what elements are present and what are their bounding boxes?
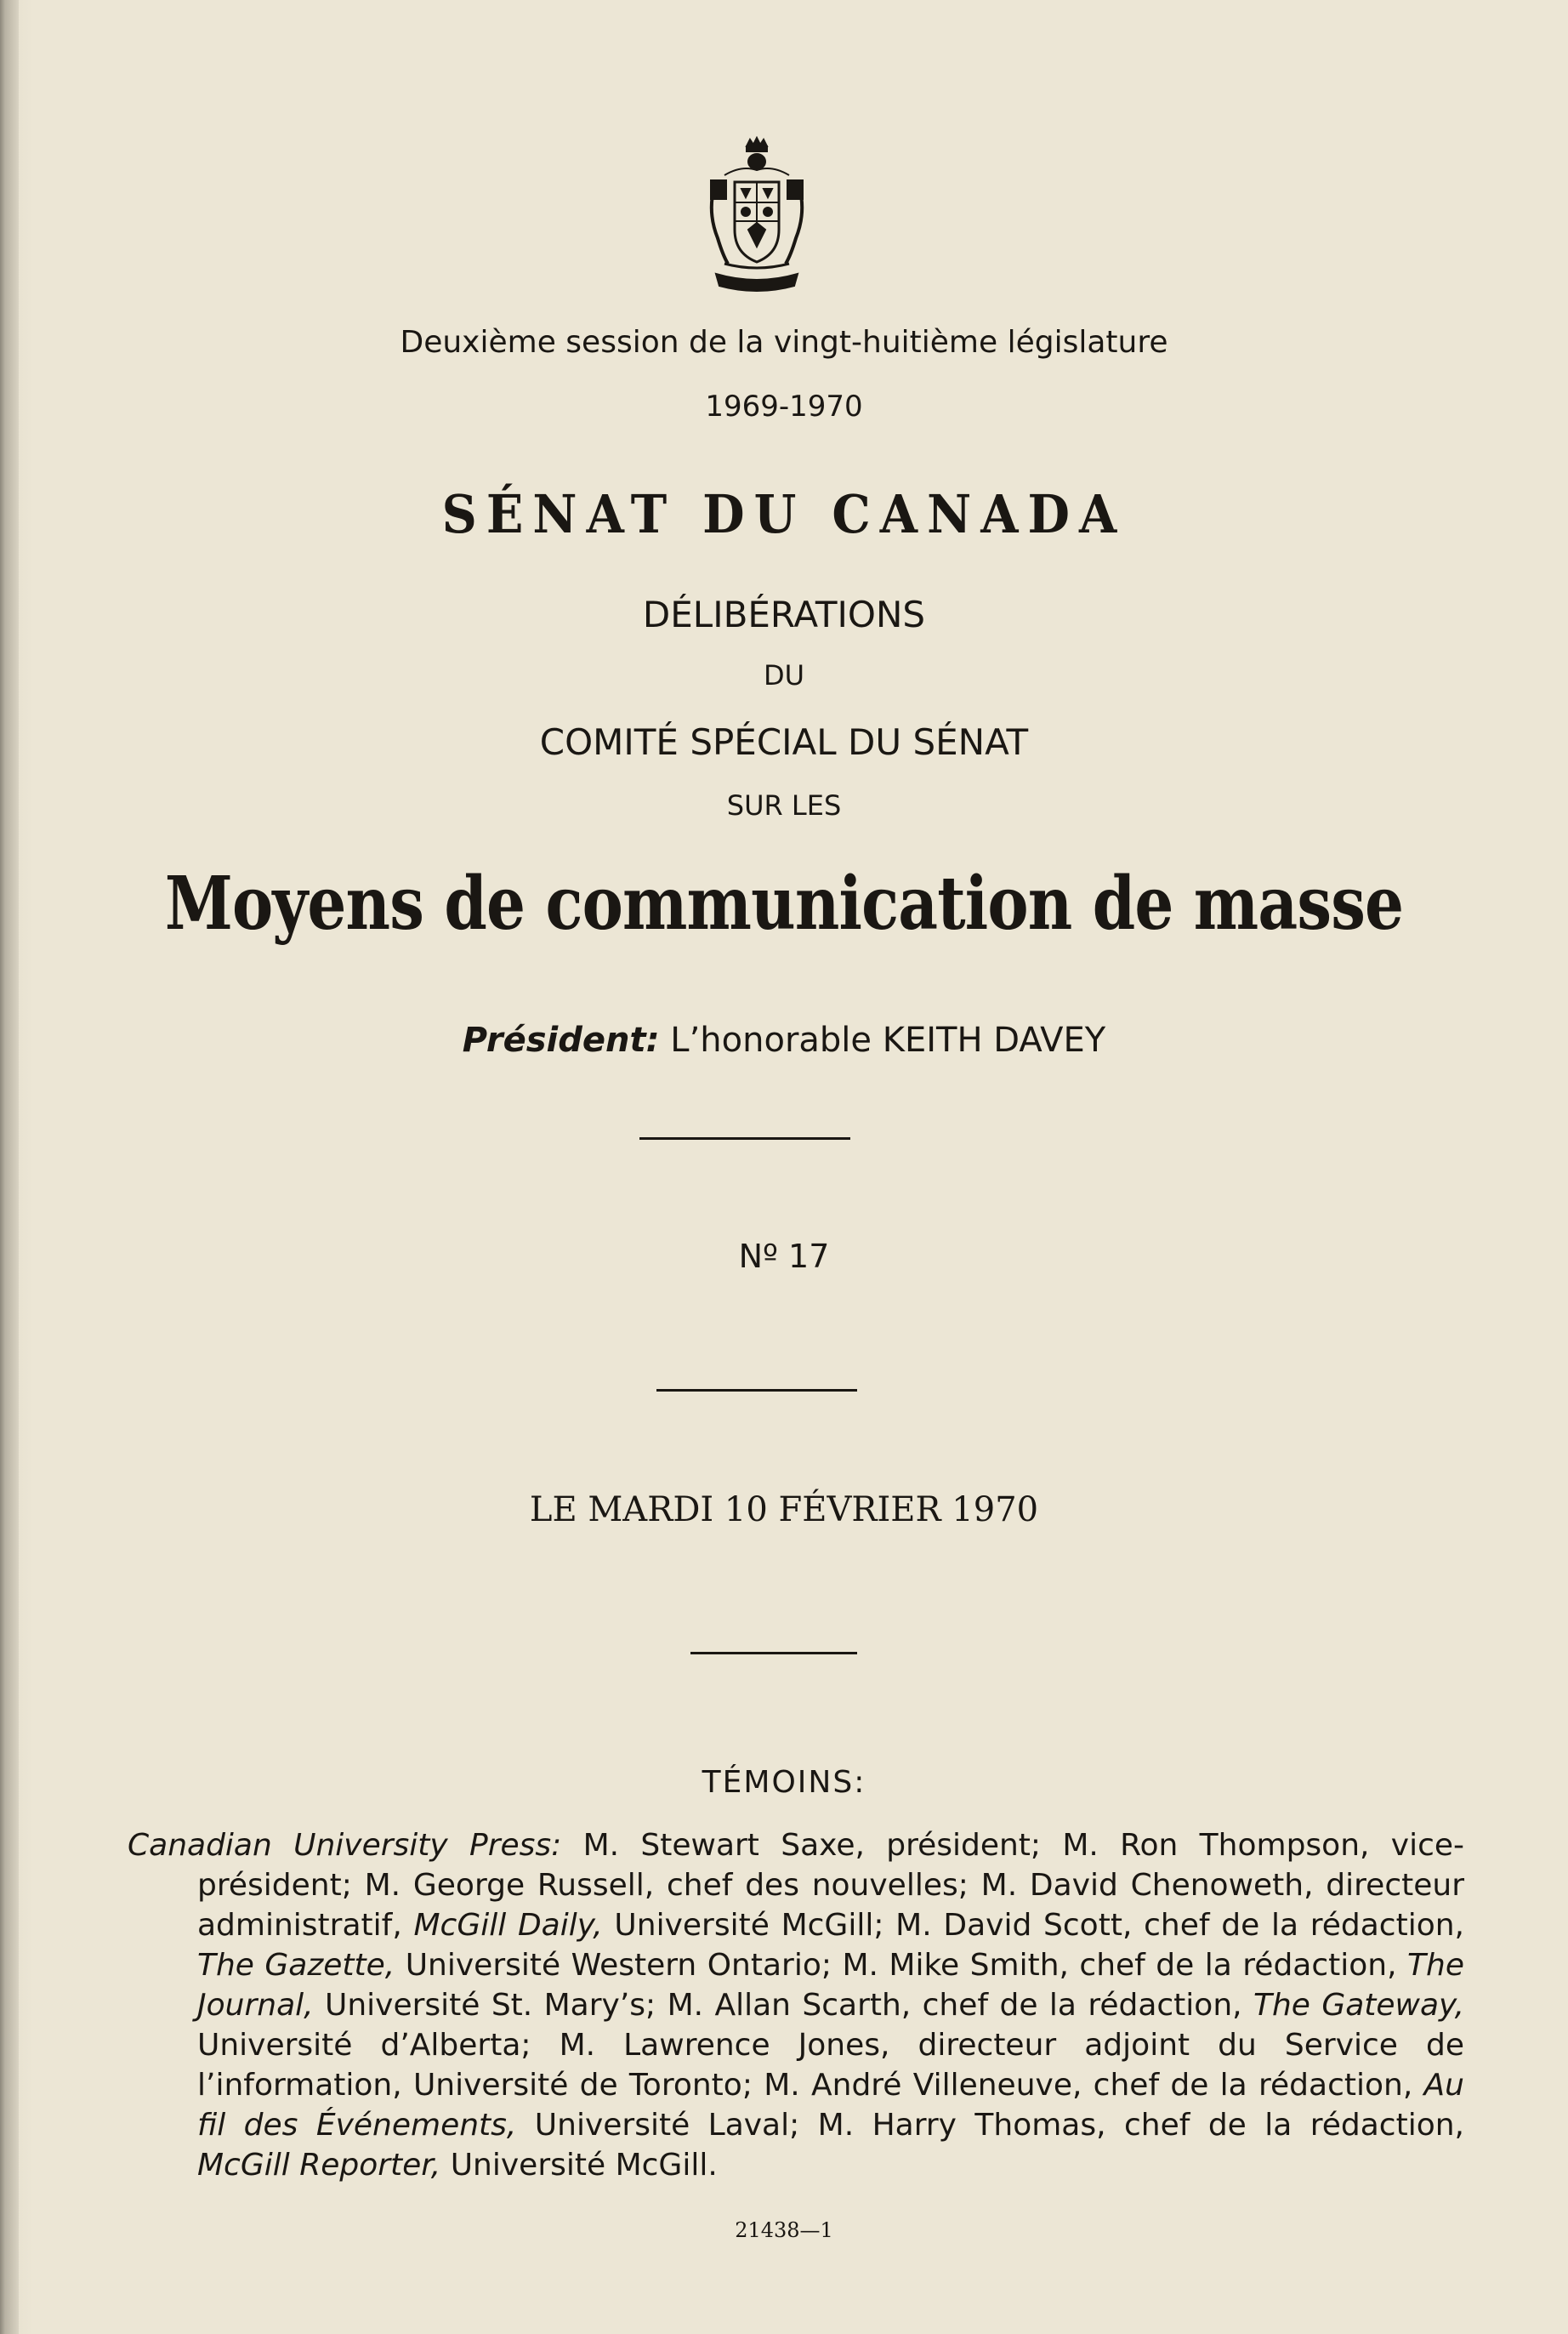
witness-text-italic: The Gateway,	[1253, 1988, 1465, 2023]
divider-rule	[690, 1652, 857, 1654]
divider-rule	[656, 1389, 857, 1392]
witness-text: Université Laval; M. Harry Thomas, chef de la rédaction,	[516, 2108, 1464, 2143]
deliberations-heading: DÉLIBÉRATIONS	[642, 594, 926, 635]
witness-text-italic: The Journal,	[197, 1948, 1464, 2023]
witness-text-italic: Canadian University Press:	[128, 1828, 562, 1863]
witness-text: M. Stewart Saxe, président; M. Ron Thompson, vice-président; M. George Russell, chef des nouvelles; M. David Chenoweth, directeur administratif,	[197, 1828, 1464, 1943]
witness-text: Université d’Alberta; M. Lawrence Jones, directeur adjoint du Service de l’information, Université de Toronto; M. André Villeneuve, chef de la rédaction,	[197, 2028, 1464, 2103]
witness-text: Université McGill; M. David Scott, chef de la rédaction,	[602, 1908, 1464, 1943]
divider-rule	[639, 1137, 850, 1140]
witness-text-italic: Au fil des Événements,	[197, 2068, 1464, 2143]
meeting-date: LE MARDI 10 FÉVRIER 1970	[529, 1490, 1039, 1529]
sur-les-line: SUR LES	[726, 789, 842, 822]
witnesses-paragraph	[128, 1825, 1464, 2185]
witness-text-italic: McGill Daily,	[413, 1908, 603, 1943]
subject-title: Moyens de communication de masse	[164, 861, 1404, 947]
witness-text: Université Western Ontario; M. Mike Smith, chef de la rédaction,	[395, 1948, 1408, 1983]
royal-coat-of-arms-icon	[699, 136, 815, 298]
witnesses-heading: TÉMOINS:	[702, 1765, 866, 1800]
witness-text: Université McGill.	[440, 2148, 718, 2183]
president-name: L’honorable KEITH DAVEY	[670, 1021, 1106, 1060]
session-line: Deuxième session de la vingt-huitième législature	[400, 325, 1168, 360]
witness-text-italic: The Gazette,	[197, 1948, 395, 1983]
committee-heading: COMITÉ SPÉCIAL DU SÉNAT	[539, 721, 1029, 763]
witness-text: Université St. Mary’s; M. Allan Scarth, chef de la rédaction,	[313, 1988, 1253, 2023]
president-label: Président:	[462, 1021, 660, 1060]
footer-code: 21438—1	[735, 2218, 833, 2242]
years-line: 1969-1970	[705, 390, 863, 424]
president-line	[0, 1021, 1568, 1060]
senate-title: SÉNAT DU CANADA	[441, 483, 1127, 545]
du-line: DU	[763, 659, 805, 692]
witness-text-italic: McGill Reporter,	[197, 2148, 441, 2183]
issue-number: Nº 17	[738, 1238, 830, 1275]
